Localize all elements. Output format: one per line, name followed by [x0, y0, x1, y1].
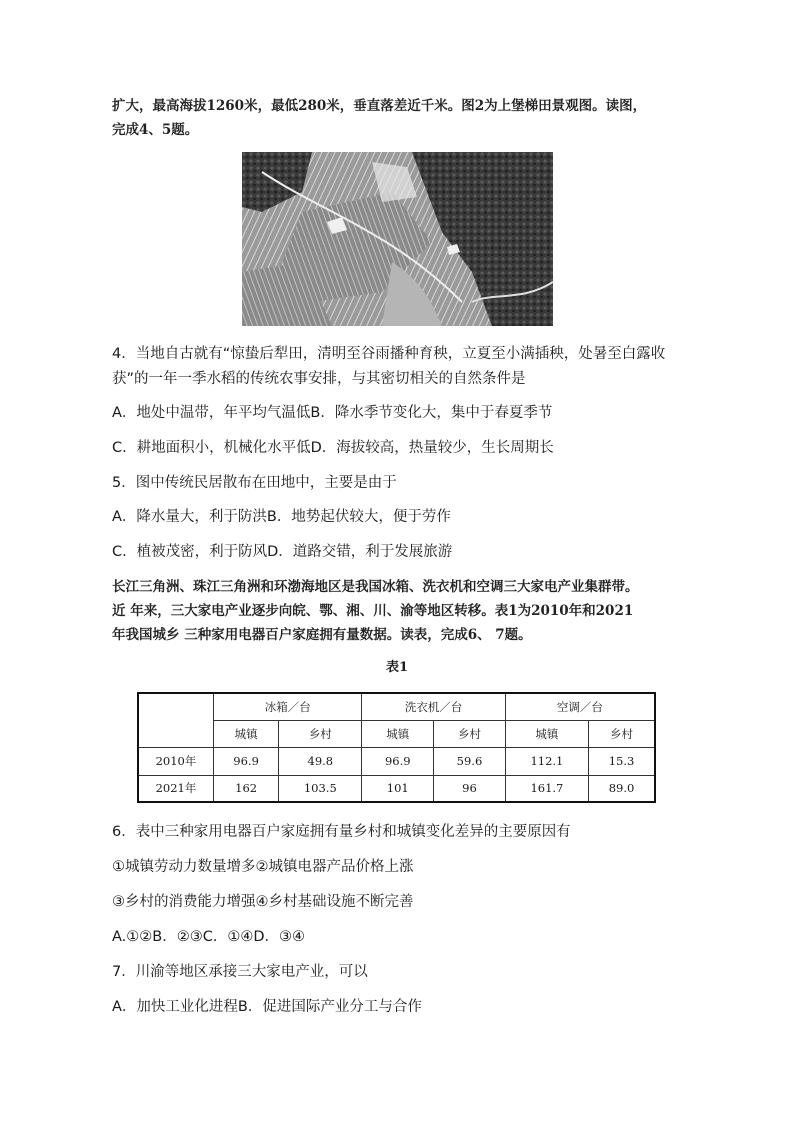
q4-stem-line-2: 获”的一年一季水稻的传统农事安排，与其密切相关的自然条件是: [112, 371, 526, 387]
passage-line-3: 年我国城乡 三种家用电器百户家庭拥有量数据。读表，完成6、 7题。: [112, 627, 532, 643]
table-row: [138, 747, 655, 775]
table-cell: 161.7: [505, 775, 588, 802]
table-cell: 103.5: [279, 775, 362, 802]
q4-stem-line-1: 4．当地自古就有“惊蛰后犁田，清明至谷雨播种育秧，立夏至小满插秧，处暑至白露收: [112, 346, 666, 362]
table-cell: 89.0: [589, 775, 656, 802]
table-group-header: 冰箱／台: [214, 693, 362, 720]
intro-line-2: 完成4、5题。: [112, 122, 199, 138]
table-cell: 112.1: [505, 747, 588, 775]
table-subheader: 乡村: [279, 720, 362, 747]
q6-item-12: ①城镇劳动力数量增多②城镇电器产品价格上涨: [112, 859, 414, 875]
table-year-cell: 2021年: [138, 775, 214, 802]
passage-line-2: 近 年来，三大家电产业逐步向皖、鄂、湘、川、渝等地区转移。表1为2010年和2021: [112, 603, 634, 619]
q4-option-cd: C．耕地面积小，机械化水平低D．海拔较高，热量较少，生长周期长: [112, 440, 554, 456]
table-subheader: 城镇: [362, 720, 434, 747]
table-corner-cell: [138, 693, 214, 747]
q5-stem: 5．图中传统民居散布在田地中，主要是由于: [112, 475, 397, 491]
table-cell: 49.8: [279, 747, 362, 775]
appliance-table: [137, 692, 656, 803]
q7-option-ab: A．加快工业化进程B．促进国际产业分工与合作: [112, 999, 422, 1015]
q5-option-cd: C．植被茂密，利于防风D．道路交错，利于发展旅游: [112, 544, 453, 560]
terraced-field-photo: [242, 152, 553, 326]
q7-stem: 7．川渝等地区承接三大家电产业，可以: [112, 964, 368, 980]
q5-option-ab: A．降水量大，利于防洪B．地势起伏较大，便于劳作: [112, 509, 451, 525]
table-group-header: 洗衣机／台: [362, 693, 505, 720]
q6-item-34: ③乡村的消费能力增强④乡村基础设施不断完善: [112, 894, 414, 910]
passage-line-1: 长江三角洲、珠江三角洲和环渤海地区是我国冰箱、洗衣机和空调三大家电产业集群带。: [112, 579, 639, 595]
table-cell: 59.6: [434, 747, 506, 775]
q6-choices: A.①②B．②③C．①④D．③④: [112, 929, 306, 945]
table-subheader: 乡村: [434, 720, 506, 747]
table-row: [138, 775, 655, 802]
table-cell: 101: [362, 775, 434, 802]
intro-line-1: 扩大，最高海拔1260米，最低280米，垂直落差近千米。图2为上堡梯田景观图。读图，: [112, 98, 647, 114]
table-subheader: 乡村: [589, 720, 656, 747]
table-caption: 表1: [385, 660, 409, 675]
table-cell: 15.3: [589, 747, 656, 775]
q6-stem: 6．表中三种家用电器百户家庭拥有量乡村和城镇变化差异的主要原因有: [112, 824, 571, 840]
table-subheader: 城镇: [505, 720, 588, 747]
table-cell: 96.9: [214, 747, 279, 775]
table-group-header: 空调／台: [505, 693, 655, 720]
table-year-cell: 2010年: [138, 747, 214, 775]
table-subheader: 城镇: [214, 720, 279, 747]
table-cell: 162: [214, 775, 279, 802]
table-cell: 96.9: [362, 747, 434, 775]
q4-option-ab: A．地处中温带，年平均气温低B．降水季节变化大，集中于春夏季节: [112, 405, 553, 421]
table-cell: 96: [434, 775, 506, 802]
